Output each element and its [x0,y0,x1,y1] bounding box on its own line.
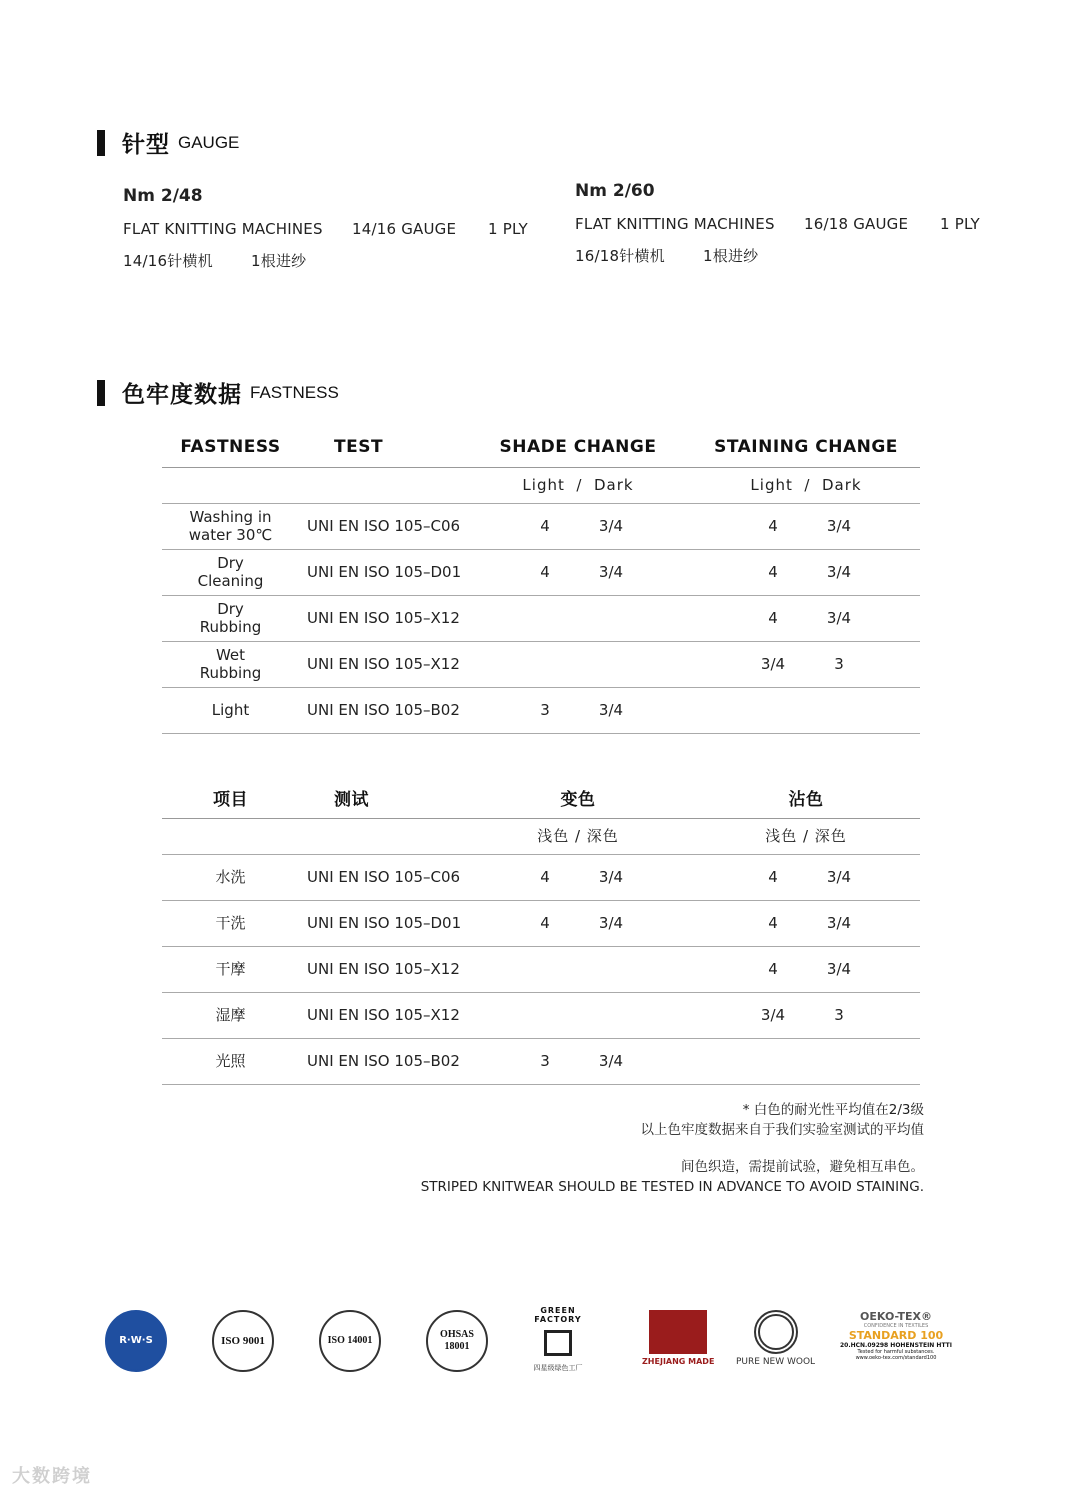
zhejiang-mark [649,1310,707,1354]
shade-change-values [464,914,692,932]
dark-value: 3/4 [826,960,852,978]
table-row [162,687,920,733]
title-bar [97,130,105,156]
title-bar [97,380,105,406]
woolmark-icon [754,1310,798,1354]
oeko-tested: Tested for harmful substances. [857,1349,935,1355]
staining-change-values [692,517,920,535]
staining-change-values [692,868,920,886]
col-header: 测试 [299,778,464,818]
test-standard: UNI EN ISO 105–B02 [307,701,460,719]
light-value: 3/4 [760,655,786,673]
gauge-right-block [575,181,980,278]
col-header: TEST [299,427,464,467]
light-value: 4 [768,914,778,932]
note-line: STRIPED KNITWEAR SHOULD BE TESTED IN ADVANCE TO AVOID STAINING. [420,1179,924,1195]
fastness-name: Dry [217,554,244,572]
light-value: 4 [768,517,778,535]
fastness-name: Rubbing [199,618,262,636]
dark-value: 3/4 [826,609,852,627]
house-icon [544,1330,572,1356]
watermark: 大数跨境 [12,1466,92,1487]
green-factory-zh: 四星级绿色工厂 [533,1364,583,1372]
dark-value: 3 [834,655,844,673]
iso9001-logo [212,1310,274,1372]
rws-logo [105,1310,167,1372]
shade-change-values [464,701,692,719]
gauge-ply: 1 PLY [488,220,528,238]
notes-block-2 [421,1157,924,1197]
table-row [162,503,920,549]
shade-change-values [464,563,692,581]
certification-logos [100,1288,970,1378]
fastness-name: Wet [215,646,246,664]
light-value: 4 [768,609,778,627]
iso14001-text: ISO 14001 [319,1310,381,1372]
test-standard: UNI EN ISO 105–X12 [307,960,460,978]
light-value: 4 [540,914,550,932]
table-row [162,549,920,595]
gauge-value: 14/16 GAUGE [352,220,457,238]
col-header: 沾色 [692,778,920,818]
fastness-name: water 30℃ [188,526,273,544]
shade-change-values [464,868,692,886]
fastness-name: 水洗 [215,868,246,886]
light-value: 4 [540,517,550,535]
oeko-confidence: CONFIDENCE IN TEXTILES [863,1323,929,1329]
table-row [162,992,920,1038]
test-standard: UNI EN ISO 105–C06 [307,868,461,886]
gauge-nm: Nm 2/60 [575,181,655,201]
fastness-title-zh: 色牢度数据 [122,382,242,408]
test-standard: UNI EN ISO 105–X12 [307,609,460,627]
staining-subheader: 浅色 / 深色 [692,818,920,854]
table-row [162,1038,920,1084]
iso9001-text: ISO 9001 [212,1310,274,1372]
gauge-title-zh: 针型 [122,132,170,158]
dark-value: 3 [834,1006,844,1024]
table-row [162,854,920,900]
gauge-machine: FLAT KNITTING MACHINES [123,220,323,238]
dark-value: 3/4 [598,914,624,932]
light-value: 4 [540,563,550,581]
dark-value: 3/4 [598,563,624,581]
fastness-name: Rubbing [199,664,262,682]
gauge-nm: Nm 2/48 [123,186,203,206]
staining-change-values [692,1006,920,1024]
oeko-code: 20.HCN.09298 HOHENSTEIN HTTI [839,1342,952,1349]
fastness-table-zh [162,778,920,1085]
shade-subheader: 浅色 / 深色 [464,818,692,854]
gauge-ply-zh: 1根进纱 [251,252,307,270]
gauge-machine-zh: 16/18针横机 [575,247,665,265]
oeko-tex-logo [832,1310,960,1361]
woolmark-logo [736,1310,815,1367]
fastness-name: Light [211,701,250,719]
fastness-name: Dry [217,600,244,618]
table-row [162,946,920,992]
col-header: 项目 [162,778,299,818]
test-standard: UNI EN ISO 105–D01 [307,914,462,932]
fastness-section-title [97,376,339,409]
staining-change-values [692,655,920,673]
light-value: 3 [540,1052,550,1070]
dark-value: 3/4 [826,517,852,535]
light-value: 4 [768,868,778,886]
staining-change-values [692,914,920,932]
gauge-left-block [123,186,528,283]
notes-block-1 [641,1100,925,1140]
col-header: FASTNESS [162,427,299,467]
gauge-machine: FLAT KNITTING MACHINES [575,215,775,233]
oeko-url: www.oeko-tex.com/standard100 [855,1355,937,1361]
oeko-title: OEKO-TEX® [860,1310,932,1323]
gauge-value: 16/18 GAUGE [804,215,909,233]
dark-value: 3/4 [598,701,624,719]
dark-value: 3/4 [826,563,852,581]
fastness-name: Washing in [189,508,272,526]
ohsas-text: OHSAS 18001 [426,1310,488,1372]
dark-value: 3/4 [826,914,852,932]
staining-change-values [692,609,920,627]
ohsas-logo [426,1310,488,1372]
test-standard: UNI EN ISO 105–D01 [307,563,462,581]
note-line: 间色织造，需提前试验，避免相互串色。 [681,1159,924,1175]
gauge-machine-zh: 14/16针横机 [123,252,213,270]
col-header: SHADE CHANGE [464,427,692,467]
fastness-name: 光照 [215,1052,246,1070]
pure-new-wool-text: PURE NEW WOOL [736,1357,816,1367]
test-standard: UNI EN ISO 105–B02 [307,1052,460,1070]
green-factory-logo [524,1306,592,1373]
zhejiang-made-logo [642,1310,714,1366]
test-standard: UNI EN ISO 105–X12 [307,655,460,673]
test-standard: UNI EN ISO 105–C06 [307,517,461,535]
dark-value: 3/4 [826,868,852,886]
dark-value: 3/4 [598,868,624,886]
oeko-standard: STANDARD 100 [848,1329,944,1342]
note-line: * 白色的耐光性平均值在2/3级 [742,1102,924,1118]
shade-change-values [464,517,692,535]
light-value: 4 [768,563,778,581]
gauge-ply-zh: 1根进纱 [703,247,759,265]
light-value: 4 [540,868,550,886]
fastness-name: 干摩 [215,960,246,978]
dark-value: 3/4 [598,517,624,535]
note-line: 以上色牢度数据来自于我们实验室测试的平均值 [640,1122,924,1138]
table-row [162,900,920,946]
zhejiang-made-text: ZHEJIANG MADE [642,1357,715,1366]
col-header: 变色 [464,778,692,818]
fastness-title-en: FASTNESS [250,382,339,402]
fastness-name: 干洗 [215,914,246,932]
light-value: 4 [768,960,778,978]
fastness-name: Cleaning [197,572,264,590]
staining-change-values [692,960,920,978]
staining-change-values [692,563,920,581]
shade-subheader: Light / Dark [464,467,692,503]
light-value: 3/4 [760,1006,786,1024]
green-factory-text: GREEN FACTORY [534,1306,582,1324]
gauge-section-title [97,126,239,159]
table-row [162,595,920,641]
light-value: 3 [540,701,550,719]
fastness-name: 湿摩 [215,1006,246,1024]
dark-value: 3/4 [598,1052,624,1070]
col-header: STAINING CHANGE [692,427,920,467]
fastness-table-en [162,427,920,734]
gauge-title-en: GAUGE [178,132,240,152]
staining-subheader: Light / Dark [692,467,920,503]
iso14001-logo [319,1310,381,1372]
shade-change-values [464,1052,692,1070]
gauge-ply: 1 PLY [940,215,980,233]
table-row [162,641,920,687]
test-standard: UNI EN ISO 105–X12 [307,1006,460,1024]
rws-text: R·W·S [105,1310,167,1372]
